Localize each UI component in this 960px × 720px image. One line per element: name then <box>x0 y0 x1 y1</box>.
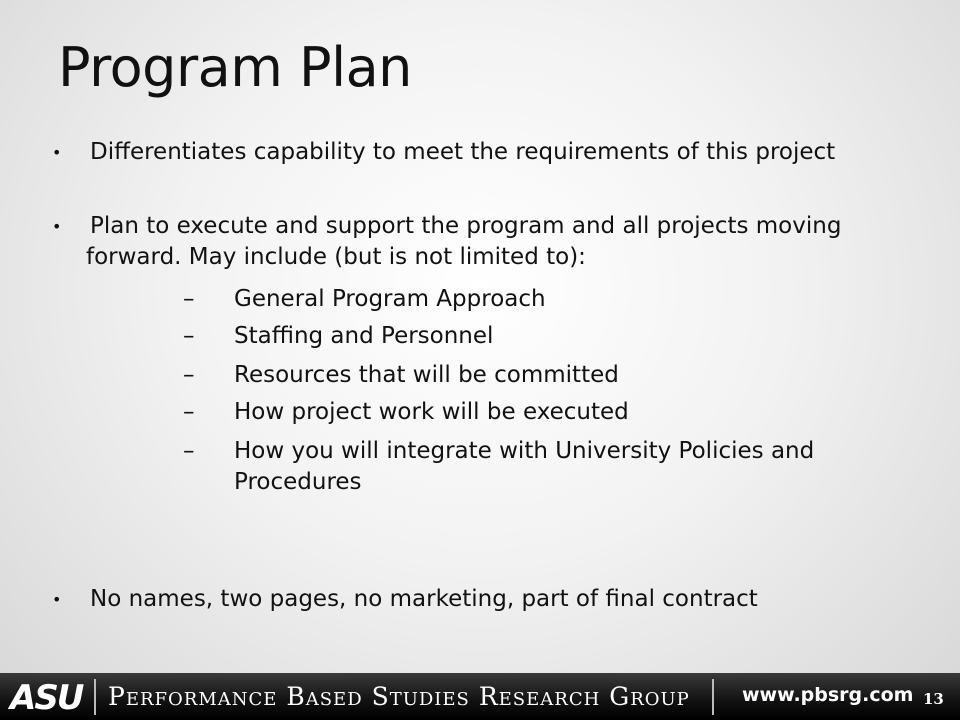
dash: – <box>183 362 195 388</box>
footer-divider <box>94 679 96 715</box>
sub-item-text: General Program Approach <box>234 286 546 312</box>
asu-logo: ASU <box>10 678 83 718</box>
bullet-dot: • <box>52 590 62 609</box>
page-number: 13 <box>923 690 944 708</box>
footer-bar <box>0 673 960 720</box>
bullet-dot: • <box>52 143 62 162</box>
sub-item-text: How project work will be executed <box>234 399 629 425</box>
bullet-text-line: forward. May include (but is not limited to): <box>86 244 586 270</box>
sub-item-text: Staffing and Personnel <box>234 323 494 349</box>
sub-item-text <box>234 436 854 498</box>
slide-title: Program Plan <box>58 36 412 99</box>
bullet-text <box>86 211 920 273</box>
bullet-text: No names, two pages, no marketing, part of final contract <box>90 586 758 612</box>
bullet-text: Differentiates capability to meet the requirements of this project <box>90 139 836 165</box>
sub-item-text: Resources that will be committed <box>234 362 619 388</box>
dash: – <box>183 438 195 464</box>
website-url: www.pbsrg.com <box>742 684 914 706</box>
org-name: Performance Based Studies Research Group <box>108 682 690 711</box>
footer-divider <box>712 679 714 715</box>
sub-item-text-line: Procedures <box>234 469 362 495</box>
dash: – <box>183 399 195 425</box>
dash: – <box>183 323 195 349</box>
bullet-dot: • <box>52 217 62 236</box>
dash: – <box>183 286 195 312</box>
sub-item-text-line: How you will integrate with University Policies and <box>234 438 815 464</box>
bullet-text-line: Plan to execute and support the program and all projects moving <box>90 213 842 239</box>
